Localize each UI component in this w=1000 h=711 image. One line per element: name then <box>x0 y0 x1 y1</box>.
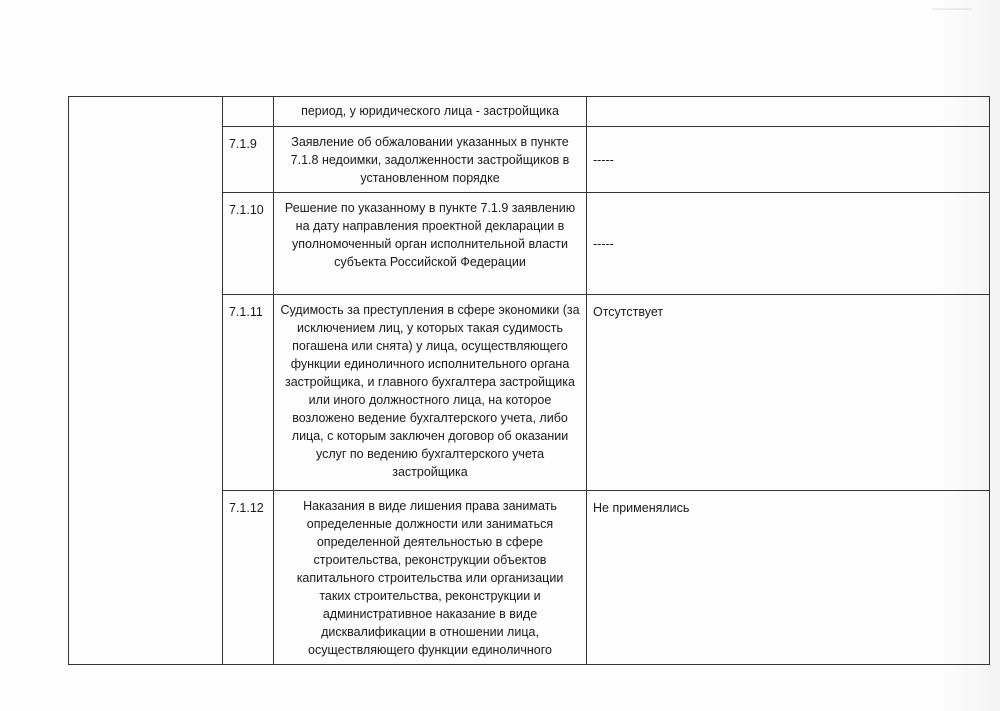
row-number: 7.1.10 <box>222 193 273 294</box>
row-description: Судимость за преступления в сфере экономики (за исключением лиц, у которых такая судимость погашена или снята) у лица, осуществляющего функции единоличного исполнительного органа застройщика, и главного бухгалтера застройщика или иного должностного лица, на которое возложено ведение бухгалтерского учета, либо лица, с которым заключен договор об оказании услуг по ведению бухгалтерского учета застройщика <box>273 295 586 490</box>
table-row <box>222 295 990 491</box>
row-value: ----- <box>586 127 990 192</box>
row-value <box>586 96 990 126</box>
row-number <box>222 96 273 126</box>
table-row <box>222 127 990 193</box>
table-bottom-border <box>68 664 990 665</box>
row-number: 7.1.11 <box>222 295 273 490</box>
row-value: Отсутствует <box>586 295 990 490</box>
table-row <box>222 96 990 127</box>
row-description: Решение по указанному в пункте 7.1.9 заявлению на дату направления проектной декларации в уполномоченный орган исполнительной власти субъекта Российской Федерации <box>273 193 586 294</box>
row-description: период, у юридического лица - застройщика <box>273 96 586 126</box>
row-description: Наказания в виде лишения права занимать определенные должности или заниматься определенной деятельностью в сфере строительства, реконструкции объектов капитального строительства или организации таких строительства, реконструкции и административное наказание в виде дисквалификации в отношении лица, осуществляющего функции единоличного <box>273 491 586 664</box>
row-value: ----- <box>586 193 990 294</box>
row-number: 7.1.12 <box>222 491 273 664</box>
row-description: Заявление об обжаловании указанных в пункте 7.1.8 недоимки, задолженности застройщиков в установленном порядке <box>273 127 586 192</box>
declaration-table <box>222 96 990 664</box>
table-row <box>222 491 990 664</box>
row-number: 7.1.9 <box>222 127 273 192</box>
table-row <box>222 193 990 295</box>
row-value: Не применялись <box>586 491 990 664</box>
scan-artifact <box>932 8 972 10</box>
